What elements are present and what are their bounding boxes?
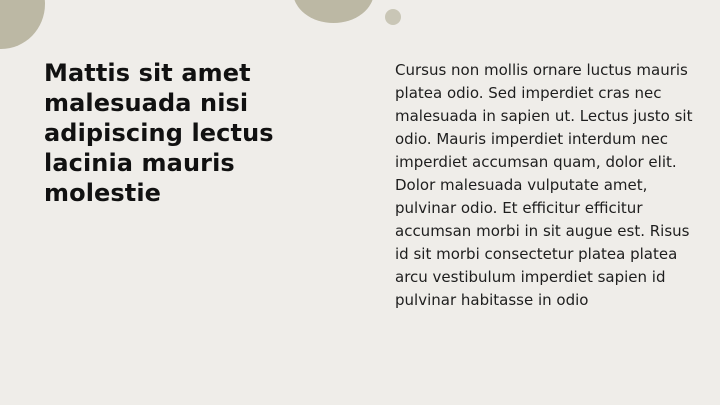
slide-body-text: Cursus non mollis ornare luctus mauris platea odio. Sed imperdiet cras nec malesuada in sapien ut. Lectus justo sit odio. Mauris imperdiet interdum nec imperdiet accumsan quam, dolor elit. Dolor malesuada vulputate amet, pulvinar odio. Et efficitur efficitur accumsan morbi in sit augue est. Risus id sit morbi consectetur platea platea arcu vestibulum imperdiet sapien id pulvinar habitasse in odio [395, 61, 693, 309]
slide-title: Mattis sit amet malesuada nisi adipiscing lectus lacinia mauris molestie [44, 59, 274, 207]
decorative-circle-top-center [293, 0, 374, 23]
decorative-circle-top-left [0, 0, 45, 49]
decorative-dot [385, 9, 401, 25]
